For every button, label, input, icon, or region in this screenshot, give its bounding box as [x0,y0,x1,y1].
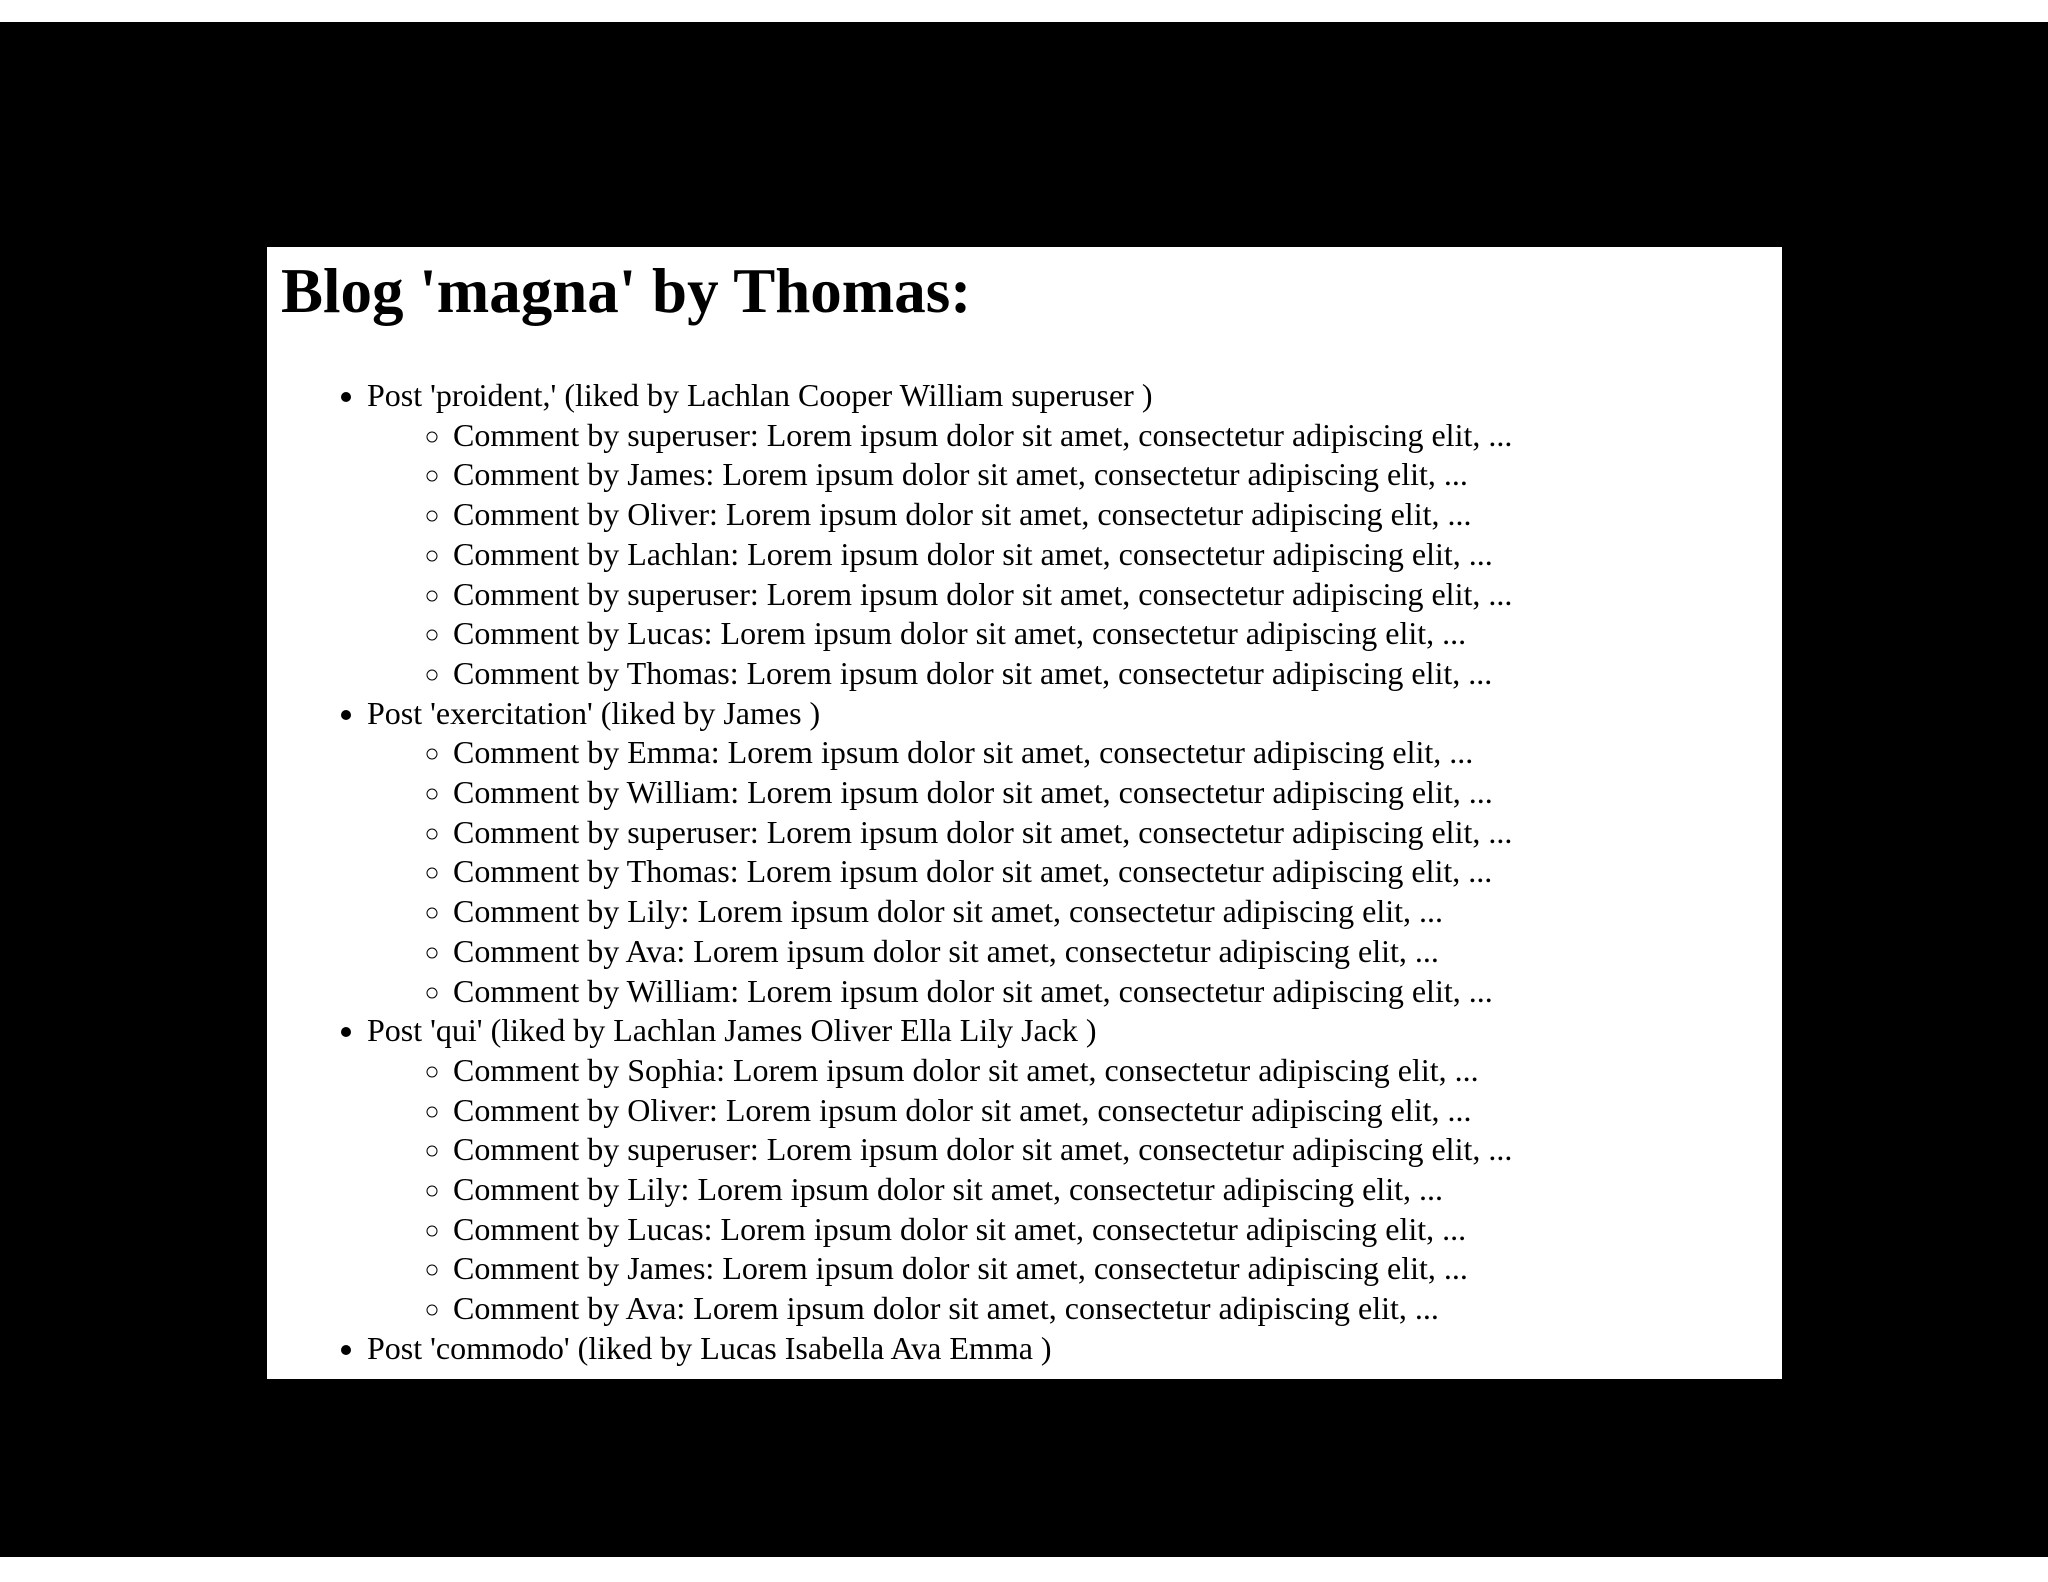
comment-item: ◦ Comment by Oliver: Lorem ipsum dolor sit amet, consectetur adipiscing elit, ... [453,495,1512,535]
post-title: Post 'commodo' (liked by Lucas Isabella Ava Emma ) [367,1329,1052,1366]
post-item [367,1011,1512,1329]
comment-item: ◦ Comment by Emma: Lorem ipsum dolor sit amet, consectetur adipiscing elit, ... [453,733,1512,773]
post-item [367,694,1512,1012]
post-title: Post 'qui' (liked by Lachlan James Oliver Ella Lily Jack ) [367,1012,1097,1049]
browser-viewport [267,247,1782,1379]
screen-frame [0,22,2048,1557]
comment-item: ◦ Comment by Lily: Lorem ipsum dolor sit amet, consectetur adipiscing elit, ... [453,892,1512,932]
comment-item: ◦ Comment by superuser: Lorem ipsum dolor sit amet, consectetur adipiscing elit, ... [453,1130,1512,1170]
comment-list [367,733,1512,1011]
comment-item: ◦ Comment by superuser: Lorem ipsum dolor sit amet, consectetur adipiscing elit, ... [453,813,1512,853]
comment-item: ◦ Comment by James: Lorem ipsum dolor sit amet, consectetur adipiscing elit, ... [453,455,1512,495]
page-title: Blog 'magna' by Thomas: [281,256,972,326]
comment-item: ◦ Comment by Lucas: Lorem ipsum dolor sit amet, consectetur adipiscing elit, ... [453,614,1512,654]
comment-item: ◦ Comment by Sophia: Lorem ipsum dolor sit amet, consectetur adipiscing elit, ... [453,1051,1512,1091]
post-title: Post 'proident,' (liked by Lachlan Cooper William superuser ) [367,377,1153,413]
post-item [367,1329,1512,1369]
comment-item: ◦ Comment by Ava: Lorem ipsum dolor sit amet, consectetur adipiscing elit, ... [453,1289,1512,1329]
comment-item: ◦ Comment by Lucas: Lorem ipsum dolor sit amet, consectetur adipiscing elit, ... [453,1210,1512,1250]
post-item [367,376,1512,694]
comment-item: ◦ Comment by William: Lorem ipsum dolor sit amet, consectetur adipiscing elit, ... [453,972,1512,1012]
comment-item: ◦ Comment by Lily: Lorem ipsum dolor sit amet, consectetur adipiscing elit, ... [453,1170,1512,1210]
comment-item: ◦ Comment by Oliver: Lorem ipsum dolor sit amet, consectetur adipiscing elit, ... [453,1091,1512,1131]
comment-item: ◦ Comment by Thomas: Lorem ipsum dolor sit amet, consectetur adipiscing elit, ... [453,852,1512,892]
comment-item: ◦ Comment by Lachlan: Lorem ipsum dolor sit amet, consectetur adipiscing elit, ... [453,535,1512,575]
comment-list [367,1051,1512,1329]
comment-item: ◦ Comment by William: Lorem ipsum dolor sit amet, consectetur adipiscing elit, ... [453,773,1512,813]
comment-item: ◦ Comment by superuser: Lorem ipsum dolor sit amet, consectetur adipiscing elit, ... [453,416,1512,456]
comment-item: ◦ Comment by superuser: Lorem ipsum dolor sit amet, consectetur adipiscing elit, ... [453,575,1512,615]
comment-list [367,416,1512,694]
comment-item: ◦ Comment by Ava: Lorem ipsum dolor sit amet, consectetur adipiscing elit, ... [453,932,1512,972]
comment-item: ◦ Comment by Thomas: Lorem ipsum dolor sit amet, consectetur adipiscing elit, ... [453,654,1512,694]
post-list [267,376,1512,1369]
post-title: Post 'exercitation' (liked by James ) [367,694,821,731]
comment-item: ◦ Comment by James: Lorem ipsum dolor sit amet, consectetur adipiscing elit, ... [453,1249,1512,1289]
